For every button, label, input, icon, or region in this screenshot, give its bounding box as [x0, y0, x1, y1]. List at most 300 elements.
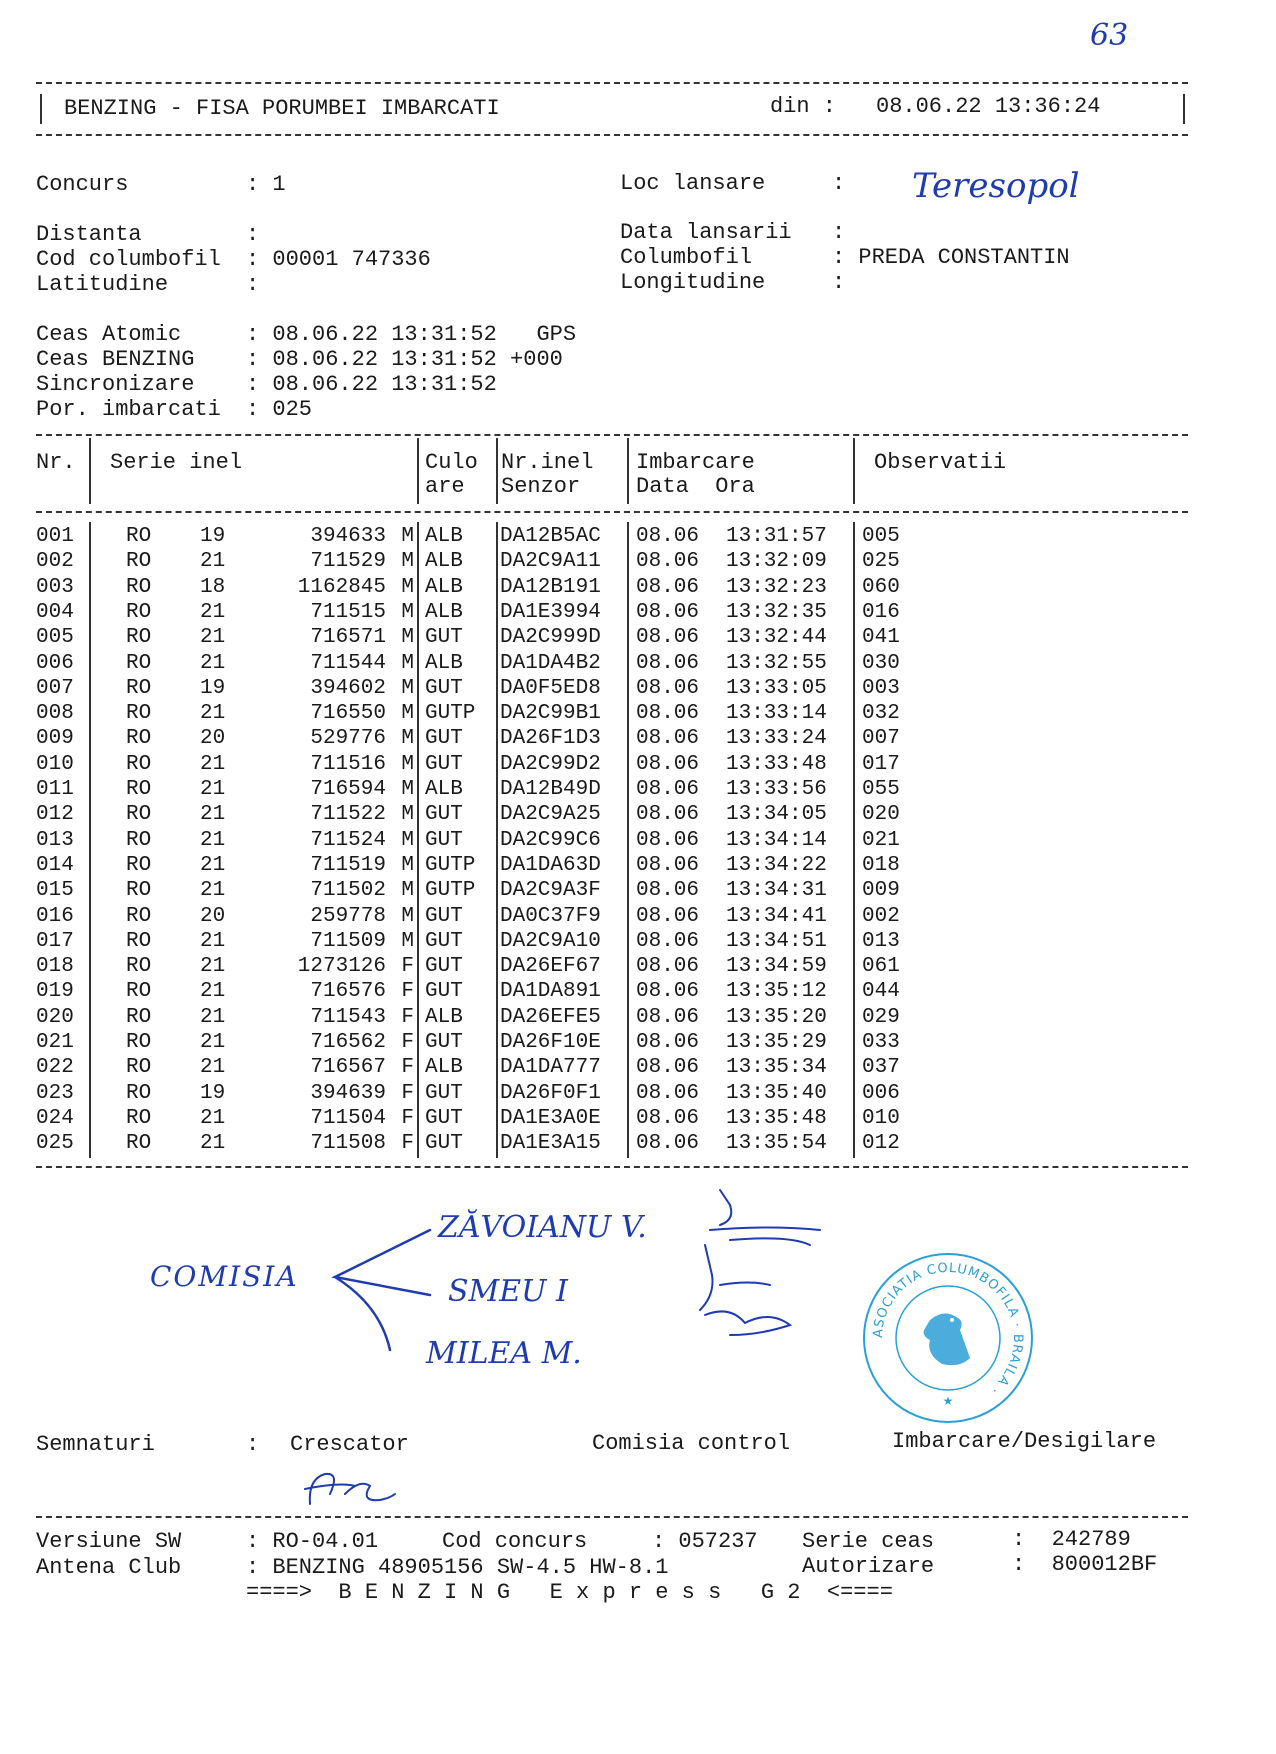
cell-cul: GUT — [425, 1081, 463, 1105]
th-nr-inel-1: Nr.inel — [501, 450, 594, 475]
cell-an: 21 — [200, 1056, 226, 1080]
cell-obs: 006 — [862, 1081, 900, 1105]
cell-data: 08.06 — [636, 651, 700, 675]
cell-obs: 009 — [862, 879, 900, 903]
cell-data: 08.06 — [636, 853, 700, 877]
cell-ora: 13:33:56 — [726, 778, 827, 801]
versiune-sw-value: : RO-04.01 — [246, 1529, 379, 1554]
cell-obs: 003 — [862, 676, 900, 700]
cell-nr: 002 — [36, 550, 74, 574]
header-title: BENZING - FISA PORUMBEI IMBARCATI — [64, 96, 500, 121]
table-row — [36, 1131, 1186, 1156]
cell-obs: 030 — [862, 651, 900, 675]
cell-an: 21 — [200, 853, 226, 877]
col-divider-culoare — [496, 438, 498, 504]
cell-an: 21 — [200, 980, 226, 1004]
cell-nr: 009 — [36, 727, 74, 751]
cell-obs: 002 — [862, 904, 900, 928]
cell-tara: RO — [126, 626, 152, 650]
autorizare-value: : 800012BF — [1012, 1552, 1158, 1577]
handwritten-arrow — [320, 1225, 440, 1355]
cell-ora: 13:33:24 — [726, 727, 827, 751]
cell-cul: GUT — [425, 1132, 463, 1156]
svg-text:★: ★ — [942, 1394, 954, 1408]
cell-tara: RO — [126, 1005, 152, 1029]
cell-nr: 022 — [36, 1056, 74, 1080]
cell-nr: 007 — [36, 676, 74, 700]
crescator-signature — [300, 1464, 400, 1514]
distanta-label: Distanta — [36, 222, 142, 247]
cell-obs: 037 — [862, 1056, 900, 1080]
cell-tara: RO — [126, 929, 152, 953]
cell-sex: M — [401, 702, 414, 726]
cell-obs: 005 — [862, 525, 900, 548]
cell-an: 21 — [200, 550, 226, 574]
cell-cul: ALB — [425, 1056, 463, 1080]
cell-data: 08.06 — [636, 1106, 700, 1130]
cell-tara: RO — [126, 651, 152, 675]
cell-ora: 13:32:55 — [726, 651, 827, 675]
cell-inel: 711509 — [310, 929, 386, 953]
antena-club-value: : BENZING 48905156 SW-4.5 HW-8.1 — [246, 1555, 669, 1580]
cell-an: 21 — [200, 955, 226, 979]
cell-senzor: DA1E3A0E — [500, 1106, 601, 1130]
cell-sex: M — [401, 727, 414, 751]
latitudine-value: : — [246, 272, 260, 297]
cell-tara: RO — [126, 904, 152, 928]
autorizare-label: Autorizare — [802, 1554, 935, 1579]
ceas-benzing-value: : 08.06.22 13:31:52 +000 — [246, 347, 563, 372]
antena-club-label: Antena Club — [36, 1555, 182, 1580]
header-right-border — [1183, 94, 1185, 124]
cell-sex: M — [401, 550, 414, 574]
concurs-value: : 1 — [246, 172, 286, 197]
cell-data: 08.06 — [636, 676, 700, 700]
cell-inel: 716562 — [310, 1031, 386, 1054]
cell-obs: 060 — [862, 575, 900, 599]
cell-data: 08.06 — [636, 600, 700, 624]
col-divider-senzor — [627, 438, 629, 504]
th-nr-inel-2: Senzor — [501, 474, 581, 499]
cell-nr: 020 — [36, 1005, 74, 1029]
cell-data: 08.06 — [636, 980, 700, 1004]
cell-senzor: DA0F5ED8 — [500, 676, 601, 700]
cell-obs: 007 — [862, 727, 900, 751]
cell-inel: 1273126 — [297, 955, 386, 979]
cell-sex: F — [401, 1031, 414, 1054]
cell-cul: GUT — [425, 1031, 463, 1054]
cell-tara: RO — [126, 702, 152, 726]
handwritten-name-3: MILEA M. — [426, 1336, 582, 1371]
cell-ora: 13:33:14 — [726, 702, 827, 726]
table-row — [36, 575, 1186, 600]
th-culoare-1: Culo — [425, 450, 478, 475]
cell-tara: RO — [126, 727, 152, 751]
cell-senzor: DA2C9A3F — [500, 879, 601, 903]
cell-ora: 13:34:59 — [726, 955, 827, 979]
cell-an: 18 — [200, 575, 226, 599]
cell-sex: M — [401, 904, 414, 928]
cell-nr: 018 — [36, 955, 74, 979]
table-row — [36, 853, 1186, 878]
cell-ora: 13:34:51 — [726, 929, 827, 953]
cell-obs: 021 — [862, 828, 900, 852]
cell-cul: GUT — [425, 626, 463, 650]
cell-inel: 716576 — [310, 980, 386, 1004]
cell-data: 08.06 — [636, 727, 700, 751]
svg-text:ASOCIATIA COLUMBOFILA · BRAILA: ASOCIATIA COLUMBOFILA · BRAILA · — [870, 1260, 1026, 1398]
cell-obs: 012 — [862, 1132, 900, 1156]
table-row — [36, 878, 1186, 903]
cell-inel: 711519 — [310, 853, 386, 877]
cell-inel: 716550 — [310, 702, 386, 726]
pigeon-icon — [924, 1313, 970, 1365]
loc-lansare-colon: : — [832, 171, 846, 196]
cell-inel: 711522 — [310, 803, 386, 827]
handwritten-name-2: SMEU I — [448, 1274, 568, 1309]
cell-data: 08.06 — [636, 1132, 700, 1156]
cell-nr: 004 — [36, 600, 74, 624]
cell-sex: M — [401, 778, 414, 801]
footer-top-border — [36, 1516, 1188, 1518]
cell-inel: 529776 — [310, 727, 386, 751]
cell-an: 20 — [200, 727, 226, 751]
cell-obs: 013 — [862, 929, 900, 953]
cell-cul: GUT — [425, 803, 463, 827]
cell-nr: 019 — [36, 980, 74, 1004]
columbofil-value: : PREDA CONSTANTIN — [832, 245, 1070, 270]
comisia-control-label: Comisia control — [592, 1431, 791, 1456]
cell-an: 21 — [200, 803, 226, 827]
longitudine-label: Longitudine — [620, 270, 766, 295]
cell-tara: RO — [126, 828, 152, 852]
cell-data: 08.06 — [636, 1056, 700, 1080]
cell-an: 21 — [200, 1031, 226, 1054]
cell-inel: 1162845 — [297, 575, 386, 599]
th-imbarcare-1: Imbarcare — [636, 450, 755, 475]
cell-nr: 021 — [36, 1031, 74, 1054]
cell-sex: F — [401, 980, 414, 1004]
cell-an: 21 — [200, 778, 226, 801]
loc-lansare-label: Loc lansare — [620, 171, 766, 196]
cell-an: 21 — [200, 929, 226, 953]
cell-sex: M — [401, 575, 414, 599]
cell-cul: GUT — [425, 727, 463, 751]
association-stamp — [860, 1250, 1036, 1426]
cell-inel: 711508 — [310, 1132, 386, 1156]
cell-ora: 13:32:35 — [726, 600, 827, 624]
table-row — [36, 625, 1186, 650]
cell-senzor: DA1E3994 — [500, 600, 601, 624]
versiune-sw-label: Versiune SW — [36, 1529, 182, 1554]
cell-nr: 025 — [36, 1132, 74, 1156]
cell-data: 08.06 — [636, 1081, 700, 1105]
cell-senzor: DA26EF67 — [500, 955, 601, 979]
cod-concurs-label: Cod concurs — [442, 1529, 588, 1554]
cell-cul: ALB — [425, 550, 463, 574]
data-lansarii-label: Data lansarii — [620, 220, 792, 245]
cell-nr: 010 — [36, 752, 74, 776]
serie-ceas-label: Serie ceas — [802, 1529, 935, 1554]
table-row — [36, 954, 1186, 979]
cell-data: 08.06 — [636, 828, 700, 852]
handwritten-signatures — [690, 1185, 840, 1365]
data-lansarii-value: : — [832, 220, 846, 245]
cell-cul: GUTP — [425, 702, 476, 726]
table-row — [36, 1106, 1186, 1131]
cod-columbofil-value: : 00001 747336 — [246, 247, 431, 272]
cell-nr: 006 — [36, 651, 74, 675]
cell-an: 21 — [200, 1132, 226, 1156]
cell-cul: GUT — [425, 676, 463, 700]
cell-nr: 001 — [36, 525, 74, 548]
cell-cul: ALB — [425, 600, 463, 624]
table-bottom-border — [36, 1166, 1188, 1168]
cell-cul: ALB — [425, 575, 463, 599]
cell-obs: 055 — [862, 778, 900, 801]
cell-sex: F — [401, 1005, 414, 1029]
cell-tara: RO — [126, 550, 152, 574]
semnaturi-label: Semnaturi — [36, 1432, 155, 1457]
cell-data: 08.06 — [636, 1005, 700, 1029]
cell-data: 08.06 — [636, 525, 700, 548]
cell-inel: 259778 — [310, 904, 386, 928]
cell-tara: RO — [126, 1056, 152, 1080]
cell-senzor: DA1E3A15 — [500, 1132, 601, 1156]
header-din-label: din : — [770, 94, 837, 119]
cell-senzor: DA1DA777 — [500, 1056, 601, 1080]
table-row — [36, 651, 1186, 676]
cell-ora: 13:33:48 — [726, 752, 827, 776]
cell-sex: M — [401, 828, 414, 852]
cell-obs: 020 — [862, 803, 900, 827]
crescator-label: Crescator — [290, 1432, 409, 1457]
header-left-border — [40, 94, 42, 124]
th-imbarcare-2: Data Ora — [636, 474, 755, 499]
cell-inel: 394602 — [310, 676, 386, 700]
cell-cul: GUT — [425, 955, 463, 979]
cell-senzor: DA2C999D — [500, 626, 601, 650]
cell-sex: F — [401, 1106, 414, 1130]
cell-data: 08.06 — [636, 752, 700, 776]
cell-ora: 13:32:09 — [726, 550, 827, 574]
cell-tara: RO — [126, 676, 152, 700]
loc-lansare-handwritten: Teresopol — [912, 166, 1080, 206]
cell-sex: M — [401, 879, 414, 903]
th-nr: Nr. — [36, 450, 76, 475]
col-divider-imbarcare — [853, 438, 855, 504]
cell-cul: GUT — [425, 752, 463, 776]
cell-tara: RO — [126, 1031, 152, 1054]
cell-tara: RO — [126, 980, 152, 1004]
cell-tara: RO — [126, 1106, 152, 1130]
cell-tara: RO — [126, 575, 152, 599]
cell-senzor: DA12B191 — [500, 575, 601, 599]
table-row — [36, 1030, 1186, 1055]
serie-ceas-value: : 242789 — [1012, 1527, 1131, 1552]
table-row — [36, 676, 1186, 701]
cell-nr: 011 — [36, 778, 74, 801]
cell-inel: 711529 — [310, 550, 386, 574]
header-bottom-border — [36, 134, 1188, 136]
cell-senzor: DA26F0F1 — [500, 1081, 601, 1105]
table-row — [36, 1081, 1186, 1106]
cell-an: 21 — [200, 1106, 226, 1130]
cell-inel: 711516 — [310, 752, 386, 776]
cell-nr: 016 — [36, 904, 74, 928]
cell-senzor: DA2C99D2 — [500, 752, 601, 776]
cell-cul: GUT — [425, 1106, 463, 1130]
table-row — [36, 726, 1186, 751]
cell-sex: M — [401, 626, 414, 650]
por-imbarcati-value: : 025 — [246, 397, 313, 422]
cell-tara: RO — [126, 752, 152, 776]
cell-nr: 005 — [36, 626, 74, 650]
table-row — [36, 524, 1186, 549]
cell-senzor: DA1DA63D — [500, 853, 601, 877]
cell-data: 08.06 — [636, 803, 700, 827]
cell-an: 20 — [200, 904, 226, 928]
cell-nr: 013 — [36, 828, 74, 852]
cell-nr: 024 — [36, 1106, 74, 1130]
cell-sex: M — [401, 651, 414, 675]
cell-sex: M — [401, 525, 414, 548]
cell-senzor: DA12B49D — [500, 778, 601, 801]
cell-data: 08.06 — [636, 904, 700, 928]
table-row — [36, 1055, 1186, 1080]
cell-senzor: DA0C37F9 — [500, 904, 601, 928]
table-row — [36, 828, 1186, 853]
cell-data: 08.06 — [636, 575, 700, 599]
cell-inel: 711502 — [310, 879, 386, 903]
cell-tara: RO — [126, 600, 152, 624]
header-top-border — [36, 82, 1188, 84]
cell-cul: GUT — [425, 904, 463, 928]
table-row — [36, 600, 1186, 625]
cell-obs: 041 — [862, 626, 900, 650]
cell-ora: 13:31:57 — [726, 525, 827, 548]
table-row — [36, 979, 1186, 1004]
cell-senzor: DA2C99C6 — [500, 828, 601, 852]
cell-an: 21 — [200, 1005, 226, 1029]
table-top-border — [36, 434, 1188, 436]
cell-data: 08.06 — [636, 929, 700, 953]
cell-senzor: DA2C9A10 — [500, 929, 601, 953]
cell-ora: 13:34:14 — [726, 828, 827, 852]
th-serie-inel: Serie inel — [110, 450, 243, 475]
table-row — [36, 802, 1186, 827]
cell-ora: 13:32:44 — [726, 626, 827, 650]
cell-tara: RO — [126, 879, 152, 903]
cell-sex: F — [401, 1132, 414, 1156]
cell-senzor: DA2C99B1 — [500, 702, 601, 726]
cell-ora: 13:35:29 — [726, 1031, 827, 1054]
cell-data: 08.06 — [636, 626, 700, 650]
cell-inel: 716594 — [310, 778, 386, 801]
cell-senzor: DA2C9A11 — [500, 550, 601, 574]
cell-cul: ALB — [425, 525, 463, 548]
cell-tara: RO — [126, 778, 152, 801]
cell-an: 21 — [200, 828, 226, 852]
cell-cul: ALB — [425, 778, 463, 801]
cell-inel: 711515 — [310, 600, 386, 624]
cell-senzor: DA26F10E — [500, 1031, 601, 1054]
cell-ora: 13:35:48 — [726, 1106, 827, 1130]
cell-sex: F — [401, 1056, 414, 1080]
cell-cul: GUT — [425, 980, 463, 1004]
cell-an: 21 — [200, 702, 226, 726]
cell-ora: 13:35:12 — [726, 980, 827, 1004]
cell-data: 08.06 — [636, 1031, 700, 1054]
cell-data: 08.06 — [636, 550, 700, 574]
cell-ora: 13:35:34 — [726, 1056, 827, 1080]
benzing-express-banner: ====> B E N Z I N G E x p r e s s G 2 <==== — [246, 1580, 893, 1605]
cell-obs: 032 — [862, 702, 900, 726]
handwritten-comisia: COMISIA — [150, 1260, 299, 1293]
cell-ora: 13:34:05 — [726, 803, 827, 827]
table-row — [36, 777, 1186, 802]
cell-sex: M — [401, 853, 414, 877]
por-imbarcati-label: Por. imbarcati — [36, 397, 221, 422]
cell-tara: RO — [126, 525, 152, 548]
cell-inel: 716567 — [310, 1056, 386, 1080]
columbofil-label: Columbofil — [620, 245, 753, 270]
cell-obs: 018 — [862, 853, 900, 877]
cell-an: 19 — [200, 676, 226, 700]
cell-tara: RO — [126, 1132, 152, 1156]
cell-ora: 13:34:41 — [726, 904, 827, 928]
longitudine-value: : — [832, 270, 846, 295]
cell-sex: M — [401, 929, 414, 953]
cell-sex: M — [401, 803, 414, 827]
cell-data: 08.06 — [636, 702, 700, 726]
cell-tara: RO — [126, 1081, 152, 1105]
cell-obs: 061 — [862, 955, 900, 979]
cell-data: 08.06 — [636, 955, 700, 979]
cell-an: 21 — [200, 651, 226, 675]
distanta-value: : — [246, 222, 260, 247]
cell-nr: 015 — [36, 879, 74, 903]
latitudine-label: Latitudine — [36, 272, 169, 297]
cell-senzor: DA26EFE5 — [500, 1005, 601, 1029]
table-row — [36, 752, 1186, 777]
cell-ora: 13:35:20 — [726, 1005, 827, 1029]
table-row — [36, 904, 1186, 929]
col-divider-nr — [89, 438, 91, 504]
cell-nr: 023 — [36, 1081, 74, 1105]
cell-sex: M — [401, 752, 414, 776]
header-din-value: 08.06.22 13:36:24 — [876, 94, 1101, 119]
cell-senzor: DA2C9A25 — [500, 803, 601, 827]
cell-sex: M — [401, 600, 414, 624]
cell-nr: 017 — [36, 929, 74, 953]
cell-sex: F — [401, 1081, 414, 1105]
cell-inel: 711524 — [310, 828, 386, 852]
th-culoare-2: are — [425, 474, 465, 499]
cell-an: 21 — [200, 626, 226, 650]
cell-tara: RO — [126, 955, 152, 979]
cell-senzor: DA26F1D3 — [500, 727, 601, 751]
cell-an: 19 — [200, 1081, 226, 1105]
cell-obs: 044 — [862, 980, 900, 1004]
cell-obs: 029 — [862, 1005, 900, 1029]
cell-an: 21 — [200, 879, 226, 903]
cell-nr: 008 — [36, 702, 74, 726]
cell-an: 21 — [200, 752, 226, 776]
table-row — [36, 1005, 1186, 1030]
cell-cul: ALB — [425, 1005, 463, 1029]
cell-ora: 13:35:54 — [726, 1132, 827, 1156]
